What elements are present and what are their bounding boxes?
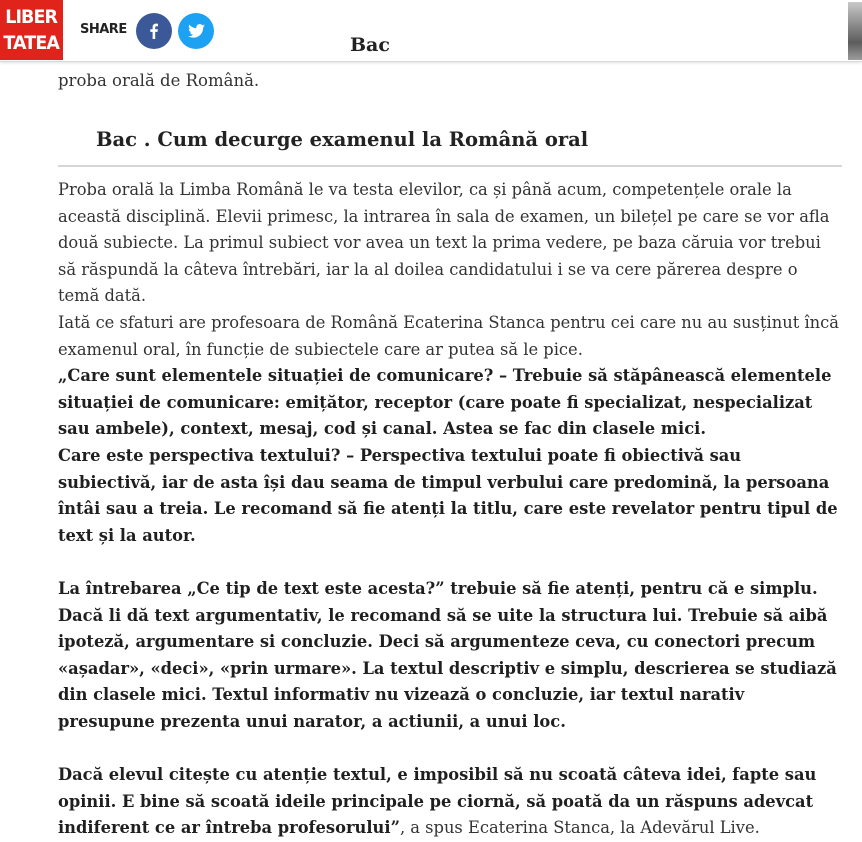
bold-paragraph: Dacă li dă text argumentativ, le recomand să se uite la structura lui. Trebuie să aibă ipoteză, argumentare si concluzie. Deci să argumenteze ceva, cu conectori precum «așadar», «deci», «prin urmare». La textul descriptiv e simplu, descrierea se studiază din clasele mici. Textul informativ nu vizează o concluzie, iar textul narativ presupune prezenta unui narator, a actiunii, a unui loc. — [58, 605, 837, 731]
logo-line-2: TATEA — [3, 32, 60, 54]
twitter-share-button[interactable] — [178, 13, 214, 49]
share-label: SHARE — [80, 22, 127, 37]
spacer — [58, 549, 842, 576]
bold-paragraph: Care este perspectiva textului? – Perspectiva textului poate fi obiectivă sau subiectivă, iar de asta își dau seama de timpul verbului care predomină, la persoana întâi sau a treia. Le recomand să fie atenți la titlu, care este revelator pentru tipul de text și la autor. — [58, 445, 838, 545]
header-article-title: Bac — [350, 34, 390, 56]
twitter-icon — [188, 24, 205, 38]
sticky-header — [0, 0, 862, 62]
partial-paragraph-line: proba orală de Română. — [58, 71, 260, 90]
section-heading: Bac . Cum decurge examenul la Română oral — [96, 128, 589, 151]
bold-paragraph: „Care sunt elementele situației de comunicare? – Trebuie să stăpânească elementele situației de comunicare: emițător, receptor (care poate fi specializat, nespecializat sau ambele), context, mesaj, cod și canal. Astea se fac din clasele mici. — [58, 366, 832, 439]
header-thumbnail[interactable] — [848, 2, 862, 60]
closing-paragraph — [58, 762, 842, 842]
quote-text: Dacă elevul citește cu atenție textul, e imposibil să nu scoată câteva idei, fapte sau opinii. E bine să scoată ideile principale pe ciornă, să poată da un răspuns adevcat indiferent ce ar întreba profesorului” — [58, 765, 817, 838]
site-logo[interactable] — [0, 0, 63, 60]
quote-attribution: , a spus Ecaterina Stanca, la Adevărul Live. — [399, 818, 760, 838]
section-divider — [58, 165, 842, 167]
facebook-icon — [147, 23, 161, 39]
bold-paragraph: La întrebarea „Ce tip de text este acesta?” trebuie să fie atenți, pentru că e simplu. — [58, 578, 818, 598]
logo-line-1: LIBER — [5, 6, 58, 28]
facebook-share-button[interactable] — [136, 13, 172, 49]
paragraph: Proba orală la Limba Română le va testa elevilor, ca și până acum, competențele orale la această disciplină. Elevii primesc, la intrarea în sala de examen, un bilețel pe care se vor afla două subiecte. La primul subiect vor avea un text la prima vedere, pe baza căruia vor trebui să răspundă la câteva întrebări, iar la al doilea candidatului i se va cere părerea despre o temă dată. — [58, 180, 830, 306]
article-body — [58, 177, 842, 842]
paragraph: Iată ce sfaturi are profesoara de Română Ecaterina Stanca pentru cei care nu au susținut încă examenul oral, în funcție de subiectele care ar putea să le pice. — [58, 312, 839, 359]
spacer — [58, 735, 842, 762]
